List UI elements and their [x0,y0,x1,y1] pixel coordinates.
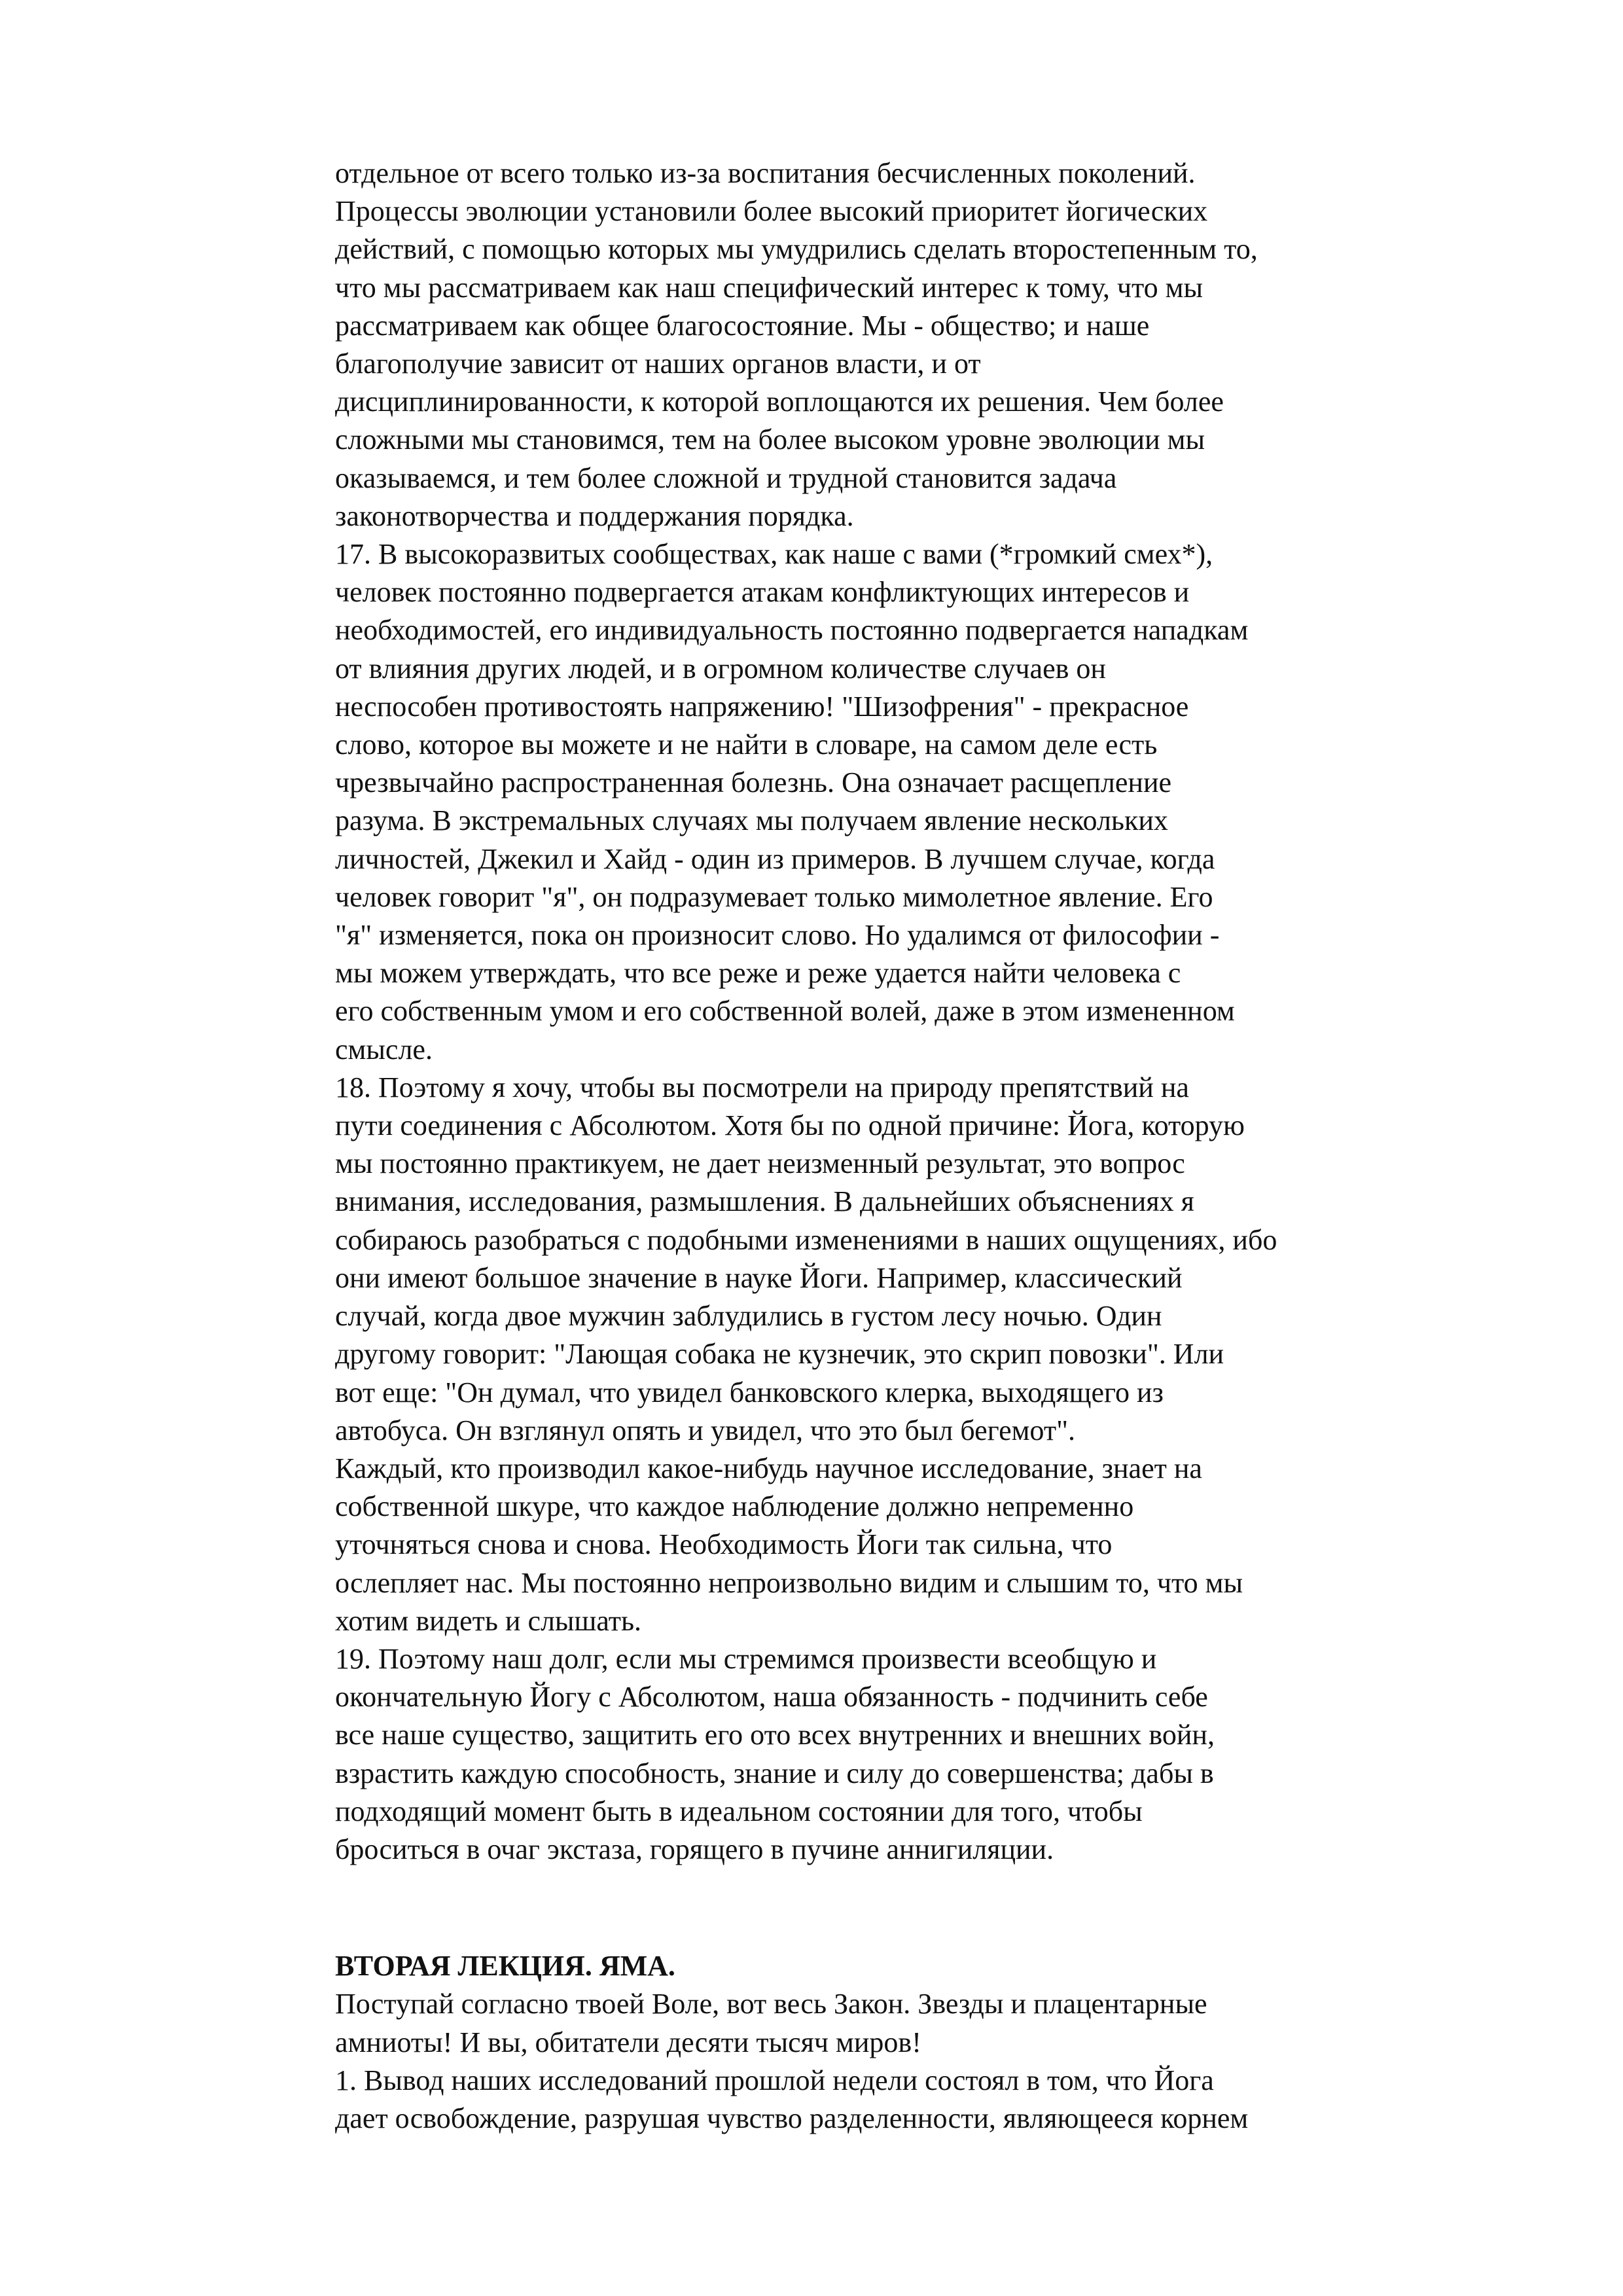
text-line: что мы рассматриваем как наш специфический интерес к тому, что мы [335,271,1204,304]
paragraph-17 [335,535,1461,1069]
text-line: разума. В экстремальных случаях мы получаем явление нескольких [335,804,1168,837]
text-line: 1. Вывод наших исследований прошлой недели состоял в том, что Йога [335,2064,1214,2096]
text-line: смысле. [335,1033,433,1066]
text-line: вот еще: "Он думал, что увидел банковского клерка, выходящего из [335,1376,1164,1408]
text-line: его собственным умом и его собственной волей, даже в этом измененном [335,995,1235,1028]
text-line: 19. Поэтому наш долг, если мы стремимся произвести всеобщую и [335,1642,1157,1675]
text-line: личностей, Джекил и Хайд - один из примеров. В лучшем случае, когда [335,842,1215,875]
lecture-paragraph-1 [335,2062,1461,2138]
text-line: броситься в очаг экстаза, горящего в пучине аннигиляции. [335,1833,1054,1865]
lecture-heading: ВТОРАЯ ЛЕКЦИЯ. ЯМА. [335,1950,675,1982]
text-line: пути соединения с Абсолютом. Хотя бы по одной причине: Йога, которую [335,1109,1245,1142]
text-line: окончательную Йогу с Абсолютом, наша обязанность - подчинить себе [335,1681,1208,1713]
paragraph-continuation [335,154,1461,535]
text-line: человек постоянно подвергается атакам конфликтующих интересов и [335,576,1190,609]
text-line: подходящий момент быть в идеальном состоянии для того, чтобы [335,1795,1143,1827]
text-line: от влияния других людей, и в огромном количестве случаев он [335,652,1106,685]
text-line: слово, которое вы можете и не найти в словаре, на самом деле есть [335,728,1158,761]
text-line: амниоты! И вы, обитатели десяти тысяч миров! [335,2026,921,2058]
text-line: 18. Поэтому я хочу, чтобы вы посмотрели на природу препятствий на [335,1071,1189,1103]
text-line: случай, когда двое мужчин заблудились в густом лесу ночью. Один [335,1300,1162,1333]
text-line: все наше существо, защитить его ото всех внутренних и внешних войн, [335,1719,1215,1751]
text-line: 17. В высокоразвитых сообществах, как наше с вами (*громкий смех*), [335,538,1213,571]
text-line: необходимостей, его индивидуальность постоянно подвергается нападкам [335,614,1249,647]
text-line: автобуса. Он взглянул опять и увидел, что это был бегемот". [335,1414,1076,1446]
text-line: они имеют большое значение в науке Йоги. Например, классический [335,1261,1183,1294]
paragraph-18 [335,1069,1461,1640]
lecture-intro [335,1985,1461,2061]
text-line: отдельное от всего только из-за воспитания бесчисленных поколений. [335,157,1196,189]
text-line: дает освобождение, разрушая чувство разделенности, являющееся корнем [335,2102,1249,2134]
text-line: мы постоянно практикуем, не дает неизменный результат, это вопрос [335,1147,1185,1180]
text-line: взрастить каждую способность, знание и силу до совершенства; дабы в [335,1757,1214,1789]
text-line: хотим видеть и слышать. [335,1604,642,1637]
text-line: неспособен противостоять напряжению! "Шизофрения" - прекрасное [335,690,1189,723]
text-line: ослепляет нас. Мы постоянно непроизвольно видим и слышим то, что мы [335,1566,1243,1599]
paragraph-19 [335,1640,1461,1869]
text-line: чрезвычайно распространенная болезнь. Она означает расщепление [335,766,1172,799]
text-line: "я" изменяется, пока он произносит слово. Но удалимся от философии - [335,919,1220,952]
text-line: мы можем утверждать, что все реже и реже удается найти человека с [335,957,1181,990]
text-line: другому говорит: "Лающая собака не кузнечик, это скрип повозки". Или [335,1338,1224,1371]
text-line: законотворчества и поддержания порядка. [335,499,854,532]
text-line: действий, с помощью которых мы умудрились сделать второстепенным то, [335,233,1258,266]
text-line: Процессы эволюции установили более высокий приоритет йогических [335,195,1208,228]
section-gap [335,1869,1461,1947]
text-line: внимания, исследования, размышления. В дальнейших объяснениях я [335,1185,1194,1218]
text-line: оказываемся, и тем более сложной и трудной становится задача [335,461,1117,494]
text-line: сложными мы становимся, тем на более высоком уровне эволюции мы [335,423,1205,456]
text-line: собственной шкуре, что каждое наблюдение должно непременно [335,1490,1134,1523]
text-line: уточняться снова и снова. Необходимость Йоги так сильна, что [335,1528,1113,1561]
text-line: Поступай согласно твоей Воле, вот весь Закон. Звезды и плацентарные [335,1988,1207,2020]
text-line: собираюсь разобраться с подобными изменениями в наших ощущениях, ибо [335,1223,1277,1256]
text-line: дисциплинированности, к которой воплощаются их решения. Чем более [335,386,1224,418]
text-line: Каждый, кто производил какое-нибудь научное исследование, знает на [335,1452,1202,1484]
text-line: благополучие зависит от наших органов власти, и от [335,348,981,380]
text-line: человек говорит "я", он подразумевает только мимолетное явление. Его [335,880,1213,913]
text-line: рассматриваем как общее благосостояние. Мы - общество; и наше [335,309,1150,342]
document-page [335,154,1461,2138]
